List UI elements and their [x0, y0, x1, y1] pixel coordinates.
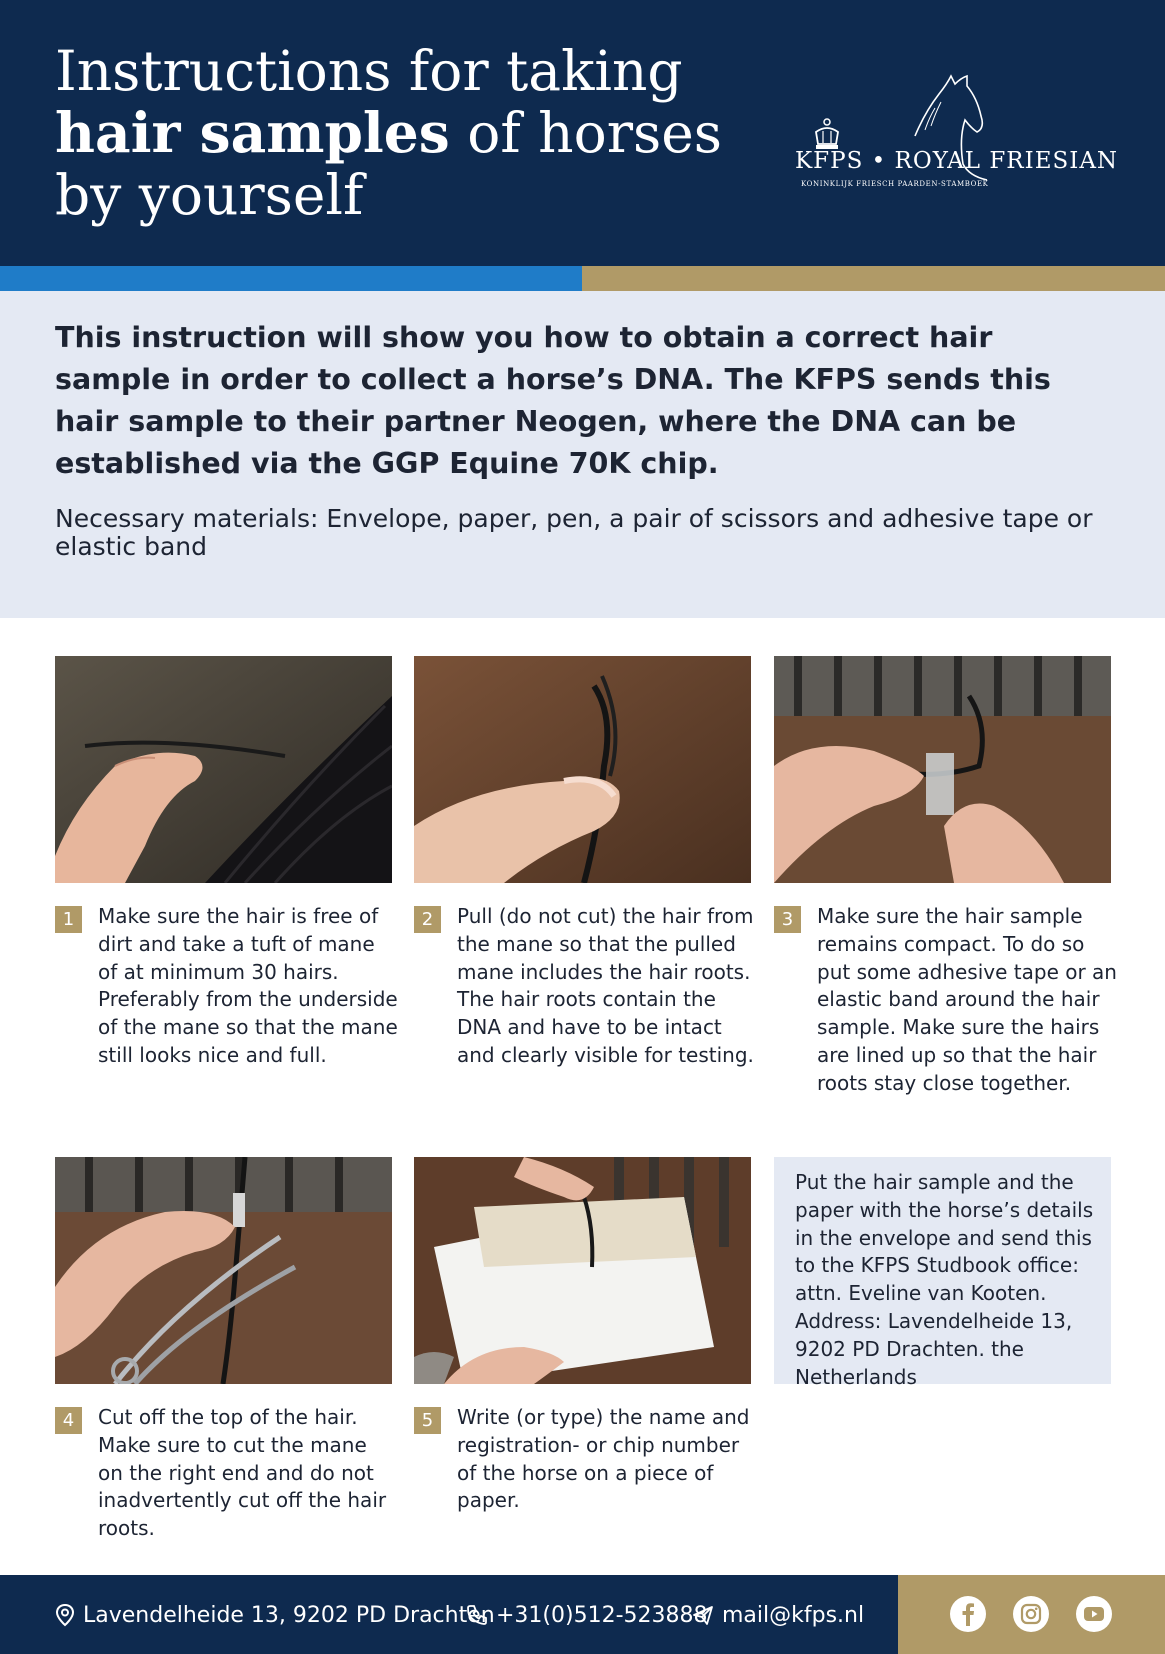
- final-instruction-box: [774, 1157, 1111, 1389]
- footer-address-text: Lavendelheide 13, 9202 PD Drachten: [83, 1602, 495, 1628]
- cutting-hair-with-scissors-photo: [55, 1157, 392, 1384]
- footer-phone[interactable]: [466, 1601, 708, 1629]
- footer-social-panel: [898, 1575, 1165, 1654]
- step-1-text: Make sure the hair is free of dirt and take a tuft of mane of at minimum 30 hairs. Preferably from the underside of the mane so that the mane still looks nice and full.: [98, 904, 398, 1067]
- facebook-icon[interactable]: [950, 1596, 986, 1632]
- youtube-icon[interactable]: [1076, 1596, 1112, 1632]
- step-4-text: Cut off the top of the hair. Make sure to cut the mane on the right end and do not inadvertently cut off the hair roots.: [98, 1405, 387, 1541]
- instagram-icon[interactable]: [1013, 1596, 1049, 1632]
- send-icon: [692, 1604, 714, 1626]
- putting-sample-in-envelope-photo: [414, 1157, 751, 1384]
- step-5-text: Write (or type) the name and registration- or chip number of the horse on a piece of paper.: [457, 1405, 750, 1513]
- step-3-text: Make sure the hair sample remains compact. To do so put some adhesive tape or an elastic band around the hair sample. Make sure the hairs are lined up so that the hair roots stay close together.: [817, 904, 1117, 1095]
- step-number-1: 1: [55, 906, 82, 933]
- footer: [0, 1575, 1165, 1654]
- final-instruction-text: Put the hair sample and the paper with the horse’s details in the envelope and send this to the KFPS Studbook office: attn. Eveline van Kooten. Address: Lavendelheide 13, 9202 PD Drachten. the Netherlands: [795, 1170, 1094, 1389]
- step-number-2: 2: [414, 906, 441, 933]
- logo-text: KFPS • ROYAL FRIESIAN: [795, 148, 1119, 174]
- title-line-2-rest: of horses: [449, 101, 723, 165]
- pulled-hair-sample-photo: [414, 656, 751, 883]
- footer-address: [55, 1601, 495, 1629]
- step-number-4: 4: [55, 1407, 82, 1434]
- phone-icon: [466, 1604, 488, 1626]
- intro-section: [0, 291, 1165, 618]
- page-title: [55, 40, 755, 226]
- footer-email[interactable]: [692, 1601, 864, 1629]
- title-bold-part: hair samples: [55, 100, 450, 165]
- crown-icon: [812, 118, 842, 152]
- logo-subtitle: KONINKLIJK FRIESCH PAARDEN-STAMBOEK: [801, 180, 989, 188]
- materials-text: Necessary materials: Envelope, paper, pen, a pair of scissors and adhesive tape or elastic band: [55, 504, 1093, 561]
- header: [0, 0, 1165, 266]
- title-line-3: by yourself: [55, 163, 364, 227]
- step-2-text: Pull (do not cut) the hair from the mane so that the pulled mane includes the hair roots. The hair roots contain the DNA and have to be intact and clearly visible for testing.: [457, 904, 754, 1067]
- intro-text: This instruction will show you how to obtain a correct hair sample in order to collect a horse’s DNA. The KFPS sends this hair sample to their partner Neogen, where the DNA can be established via the GGP Equine 70K chip.: [55, 321, 1051, 480]
- step-number-5: 5: [414, 1407, 441, 1434]
- footer-phone-text: +31(0)512-523888: [496, 1602, 708, 1628]
- accent-bar-blue: [0, 266, 582, 291]
- title-line-2: [55, 102, 755, 164]
- hand-holding-mane-tuft-photo: [55, 656, 392, 883]
- footer-email-text: mail@kfps.nl: [722, 1602, 865, 1628]
- location-pin-icon: [55, 1603, 75, 1627]
- kfps-logo: [795, 68, 1125, 198]
- taping-hair-sample-photo: [774, 656, 1111, 883]
- step-number-3: 3: [774, 906, 801, 933]
- accent-bar-gold: [582, 266, 1165, 291]
- title-line-1: Instructions for taking: [55, 39, 683, 103]
